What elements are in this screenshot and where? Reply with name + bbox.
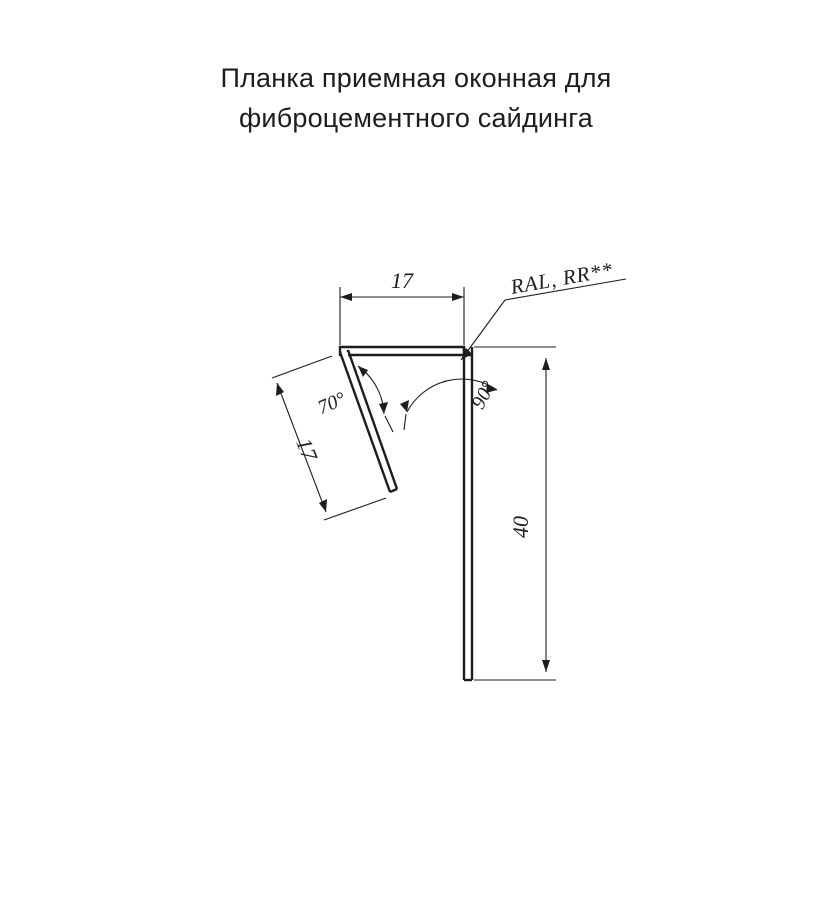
angle-70-leader: [385, 416, 393, 432]
page-title-line-2: фиброцементного сайдинга: [239, 103, 593, 133]
dimension-top-width: [340, 268, 464, 345]
arrow-flap-bottom: [319, 499, 327, 512]
angle-90-leader: [404, 414, 406, 430]
arrow-top-right: [452, 293, 464, 301]
callout-label-coating: RAL, RR**: [508, 257, 615, 299]
dimension-label-flap-length: 17: [291, 434, 323, 465]
dimension-flap-length: [272, 356, 386, 520]
callout-coating: [461, 257, 626, 360]
dimension-label-top-width: 17: [391, 268, 413, 293]
angle-70: [314, 366, 393, 432]
arrow-height-top: [542, 358, 550, 370]
arrow-angle-70-b: [358, 366, 368, 377]
arrow-flap-top: [276, 383, 284, 396]
profile-outline: [340, 347, 472, 680]
ext-line-flap-bottom: [324, 498, 386, 520]
angle-label-70: 70°: [314, 387, 349, 420]
arrow-height-bottom: [542, 660, 550, 672]
ext-line-flap-top: [272, 356, 332, 378]
profile-flap-end: [390, 489, 397, 492]
dimension-label-height: 40: [508, 516, 533, 538]
arrow-angle-70-a: [379, 402, 388, 414]
angle-label-90: 90°: [467, 377, 500, 413]
page-title-line-1: Планка приемная оконная для: [220, 63, 612, 93]
profile-flap-inner: [348, 350, 397, 489]
angle-90: [400, 378, 500, 430]
arrow-top-left: [340, 293, 352, 301]
